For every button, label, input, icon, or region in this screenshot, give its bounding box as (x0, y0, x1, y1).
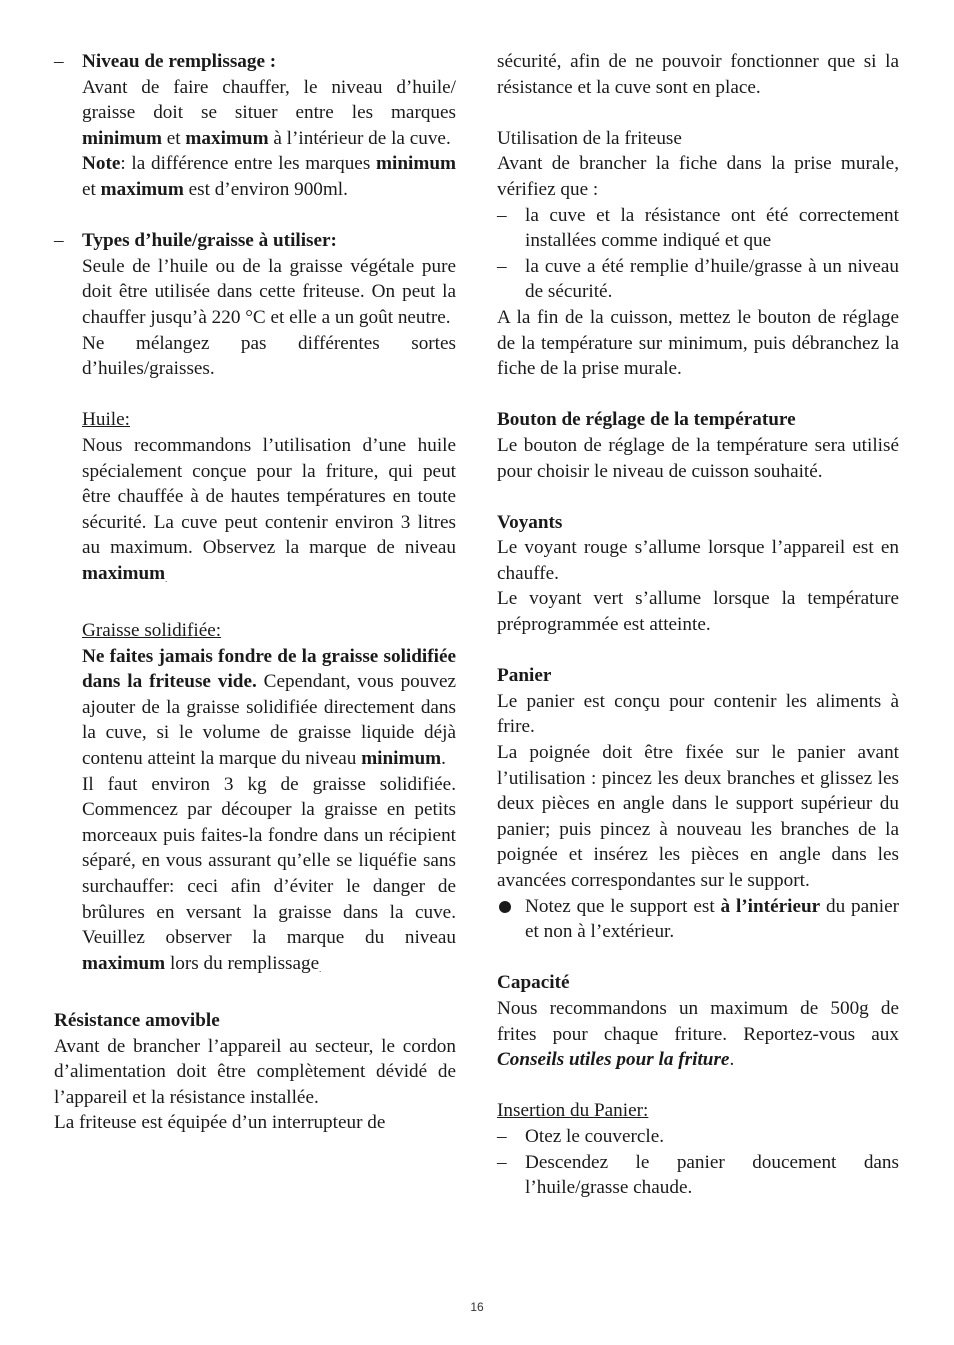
paragraph-bouton: Le bouton de réglage de la température sera utilisé pour choisir le niveau de cuisson souhaité. (497, 434, 899, 482)
list-item: – la cuve et la résistance ont été correctement installées comme indiqué et que (497, 203, 899, 254)
paragraph-niveau: Avant de faire chauffer, le niveau d’huile/ graisse doit se situer entre les marques minimum et maximum à l’intérieur de la cuve. (82, 76, 456, 149)
paragraph-types-1: Seule de l’huile ou de la graisse végétale pure doit être utilisée dans cette friteuse. On peut la chauffer jusqu’à 220 °C et elle a un goût neutre. (82, 255, 456, 328)
dash-marker: – (54, 230, 64, 252)
subtitle-utilisation: Utilisation de la friteuse (497, 127, 682, 149)
bullet-note: Notez que le support est à l’intérieur du panier et non à l’extérieur. (497, 894, 899, 945)
paragraph-panier-2: La poignée doit être fixée sur le panier avant l’utilisation : pincez les deux branches et glissez les deux pièces en angle dans le support supérieur du panier; puis pincez à nouveau les branches de la poignée et insérez les pièces en angle dans les avancées correspondantes sur le support. (497, 742, 899, 891)
heading-capacite: Capacité (497, 972, 570, 994)
heading-bouton: Bouton de réglage de la température (497, 409, 796, 431)
paragraph-resistance-1: Avant de brancher l’appareil au secteur, le cordon d’alimentation doit être complètement dévidé de l’appareil et la résistance installée. (54, 1035, 456, 1108)
list-item: – Descendez le panier doucement dans l’huile/grasse chaude. (497, 1150, 899, 1201)
paragraph-capacite: Nous recommandons un maximum de 500g de frites pour chaque friture. Reportez-vous aux Conseils utiles pour la friture. (497, 997, 899, 1071)
paragraph-graisse-1: Ne faites jamais fondre de la graisse solidifiée dans la friteuse vide. Cependant, vous pouvez ajouter de la graisse solidifiée directement dans la cuve, si le volume de graisse liquide déjà contenu atteint la marque du niveau minimum. (82, 645, 456, 770)
page-number: 16 (470, 1300, 484, 1314)
heading-resistance: Résistance amovible (54, 1009, 220, 1031)
list-item: – la cuve a été remplie d’huile/grasse à un niveau de sécurité. (497, 254, 899, 305)
paragraph-panier-1: Le panier est conçu pour contenir les aliments à frire. (497, 690, 899, 738)
left-column (54, 49, 456, 1136)
subtitle-insertion: Insertion du Panier: (497, 1100, 649, 1122)
paragraph-huile: Nous recommandons l’utilisation d’une huile spécialement conçue pour la friture, qui peut être chauffée à de hautes températures en toute sécurité. La cuve peut contenir environ 3 litres au maximum. Observez la marque de niveau maximum. (82, 434, 456, 584)
section-types-huile (54, 228, 456, 982)
paragraph-utilisation-end: A la fin de la cuisson, mettez le bouton de réglage de la température sur minimum, puis débranchez la fiche de la prise murale. (497, 306, 899, 380)
heading-niveau: Niveau de remplissage : (82, 51, 277, 72)
subtitle-huile: Huile: (82, 409, 130, 431)
paragraph-graisse-2: Il faut environ 3 kg de graisse solidifiée. Commencez par découper la graisse en petits morceaux puis faites-la fondre dans un récipient séparé, en vous assurant qu’elle se liquéfie sans surchauffer: ceci afin d’éviter le danger de brûlures en versant la graisse dans la cuve. Veuillez observer la marque du niveau maximum lors du remplissage. (82, 773, 456, 974)
list-item: – Otez le couvercle. (497, 1124, 899, 1150)
right-column (497, 49, 899, 1201)
heading-panier: Panier (497, 665, 552, 687)
bullet-icon (499, 901, 511, 913)
section-niveau-remplissage (54, 49, 456, 203)
heading-types: Types d’huile/graisse à utiliser: (82, 230, 337, 252)
dash-marker: – (54, 51, 64, 72)
heading-voyants: Voyants (497, 511, 563, 533)
note-niveau: Note: la différence entre les marques minimum et maximum est d’environ 900ml. (82, 153, 456, 200)
paragraph-types-2: Ne mélangez pas différentes sortes d’huiles/graisses. (82, 332, 456, 380)
paragraph-utilisation-intro: Avant de brancher la fiche dans la prise murale, vérifiez que : (497, 153, 899, 200)
paragraph-voyants-1: Le voyant rouge s’allume lorsque l’appareil est en chauffe. (497, 537, 899, 584)
subtitle-graisse: Graisse solidifiée: (82, 620, 222, 642)
paragraph-continuation: sécurité, afin de ne pouvoir fonctionner que si la résistance et la cuve sont en place. (497, 51, 899, 98)
paragraph-voyants-2: Le voyant vert s’allume lorsque la température préprogrammée est atteinte. (497, 588, 899, 636)
paragraph-resistance-2: La friteuse est équipée d’un interrupteur de (54, 1112, 386, 1134)
